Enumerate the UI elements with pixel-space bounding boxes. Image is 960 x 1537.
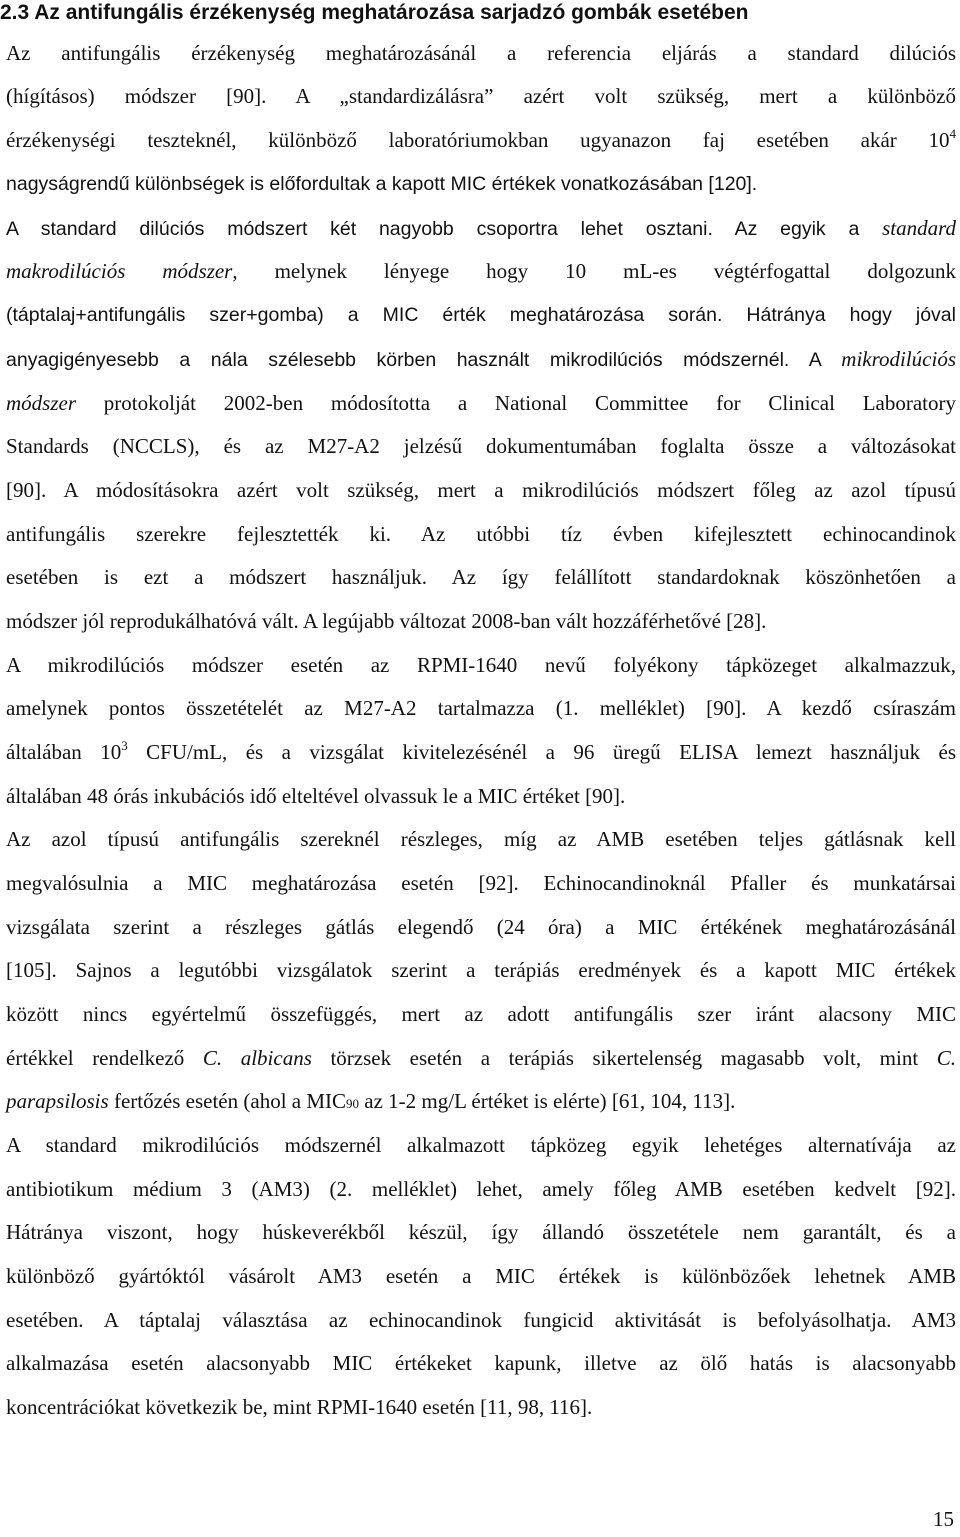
italic-term: C. bbox=[936, 1046, 956, 1070]
superscript: 3 bbox=[121, 738, 128, 753]
text-line: makrodilúciós módszer, melynek lényege hogy 10 mL-es végtérfogattal dolgozunk bbox=[6, 259, 956, 283]
text-line: antibiotikum médium 3 (AM3) (2. melléklet) lehet, amely főleg AMB esetében kedvelt [92]. bbox=[6, 1177, 956, 1201]
text-line: általában 48 órás inkubációs idő elteltével olvassuk le a MIC értéket [90]. bbox=[6, 784, 626, 808]
text-line: nagyságrendű különbségek is előfordultak a kapott MIC értékek vonatkozásában [120]. bbox=[6, 173, 758, 195]
page-number: 15 bbox=[933, 1507, 954, 1531]
text-line: [90]. A módosításokra azért volt szükség, mert a mikrodilúciós módszert főleg az azol típusú bbox=[6, 478, 956, 502]
text-line: értékkel rendelkező C. albicans törzsek esetén a terápiás sikertelenség magasabb volt, mint C. bbox=[6, 1046, 956, 1070]
italic-term: makrodilúciós módszer bbox=[6, 259, 233, 283]
text-line: A standard dilúciós módszert két nagyobb csoportra lehet osztani. Az egyik a standard bbox=[6, 216, 956, 240]
text-line: A standard mikrodilúciós módszernél alkalmazott tápközeg egyik lehetéges alternatívája az bbox=[6, 1133, 956, 1157]
text-line: között nincs egyértelmű összefüggés, mert az adott antifungális szer iránt alacsony MIC bbox=[6, 1002, 956, 1026]
text-line: Hátránya viszont, hogy húskeverékből készül, így állandó összetétele nem garantált, és a bbox=[6, 1220, 956, 1244]
text-line: megvalósulnia a MIC meghatározása esetén [92]. Echinocandinoknál Pfaller és munkatársai bbox=[6, 871, 956, 895]
text-line: koncentrációkat következik be, mint RPMI-1640 esetén [11, 98, 116]. bbox=[6, 1395, 593, 1419]
text-line: módszer protokolját 2002-ben módosította a National Committee for Clinical Laboratory bbox=[6, 391, 956, 415]
text-line: (táptalaj+antifungális szer+gomba) a MIC érték meghatározása során. Hátránya hogy jóval bbox=[6, 304, 956, 326]
text-line: (hígításos) módszer [90]. A „standardizálásra” azért volt szükség, mert a különböző bbox=[6, 84, 956, 108]
italic-term: standard bbox=[882, 216, 956, 240]
text-line: Az azol típusú antifungális szereknél részleges, míg az AMB esetében teljes gátlásnak kell bbox=[6, 827, 956, 851]
text-line: esetében. A táptalaj választása az echinocandinok fungicid aktivitását is befolyásolhatja. AM3 bbox=[6, 1308, 956, 1332]
text-line: vizsgálata szerint a részleges gátlás elegendő (24 óra) a MIC értékének meghatározásánál bbox=[6, 915, 956, 939]
subscript: 90 bbox=[346, 1096, 360, 1111]
italic-term: módszer bbox=[6, 391, 77, 415]
section-heading: 2.3 Az antifungális érzékenység meghatározása sarjadzó gombák esetében bbox=[0, 1, 749, 24]
text-line: amelynek pontos összetételét az M27-A2 tartalmazza (1. melléklet) [90]. A kezdő csíraszám bbox=[6, 696, 956, 720]
text-line: Standards (NCCLS), és az M27-A2 jelzésű dokumentumában foglalta össze a változásokat bbox=[6, 434, 956, 458]
text-line: módszer jól reprodukálhatóvá vált. A legújabb változat 2008-ban vált hozzáférhetővé [28]. bbox=[6, 609, 767, 633]
italic-term: parapsilosis bbox=[6, 1089, 109, 1113]
text-line: alkalmazása esetén alacsonyabb MIC értékeket kapunk, illetve az ölő hatás is alacsonyabb bbox=[6, 1351, 956, 1375]
text-line: anyagigényesebb a nála szélesebb körben használt mikrodilúciós módszernél. A mikrodilúciós bbox=[6, 347, 956, 371]
text-line: különböző gyártóktól vásárolt AM3 esetén a MIC értékek is különbözőek lehetnek AMB bbox=[6, 1264, 956, 1288]
italic-term: mikrodilúciós bbox=[841, 347, 956, 371]
text-line: általában $10^3$ CFU/mL, és a vizsgálat kivitelezésénél a 96 üregű ELISA lemezt használjuk és bbox=[6, 738, 956, 764]
text-line: esetében is ezt a módszert használjuk. Az így felállított standardoknak köszönhetően a bbox=[6, 565, 956, 589]
text-line: antifungális szerekre fejlesztették ki. Az utóbbi tíz évben kifejlesztett echinocandinok bbox=[6, 522, 956, 546]
text-line: Az antifungális érzékenység meghatározásánál a referencia eljárás a standard dilúciós bbox=[6, 41, 956, 65]
superscript: 4 bbox=[949, 126, 956, 141]
text-line: A mikrodilúciós módszer esetén az RPMI-1640 nevű folyékony tápközeget alkalmazzuk, bbox=[6, 653, 956, 677]
text-line: érzékenységi teszteknél, különböző laboratóriumokban ugyanazon faj esetében akár $10^4$ bbox=[6, 126, 956, 152]
text-line: parapsilosis fertőzés esetén (ahol a MIC90 az 1-2 mg/L értéket is elérte) [61, 104, 113]. bbox=[6, 1089, 736, 1113]
italic-term: C. albicans bbox=[202, 1046, 312, 1070]
text-line: [105]. Sajnos a legutóbbi vizsgálatok szerint a terápiás eredmények és a kapott MIC értékek bbox=[6, 958, 956, 982]
